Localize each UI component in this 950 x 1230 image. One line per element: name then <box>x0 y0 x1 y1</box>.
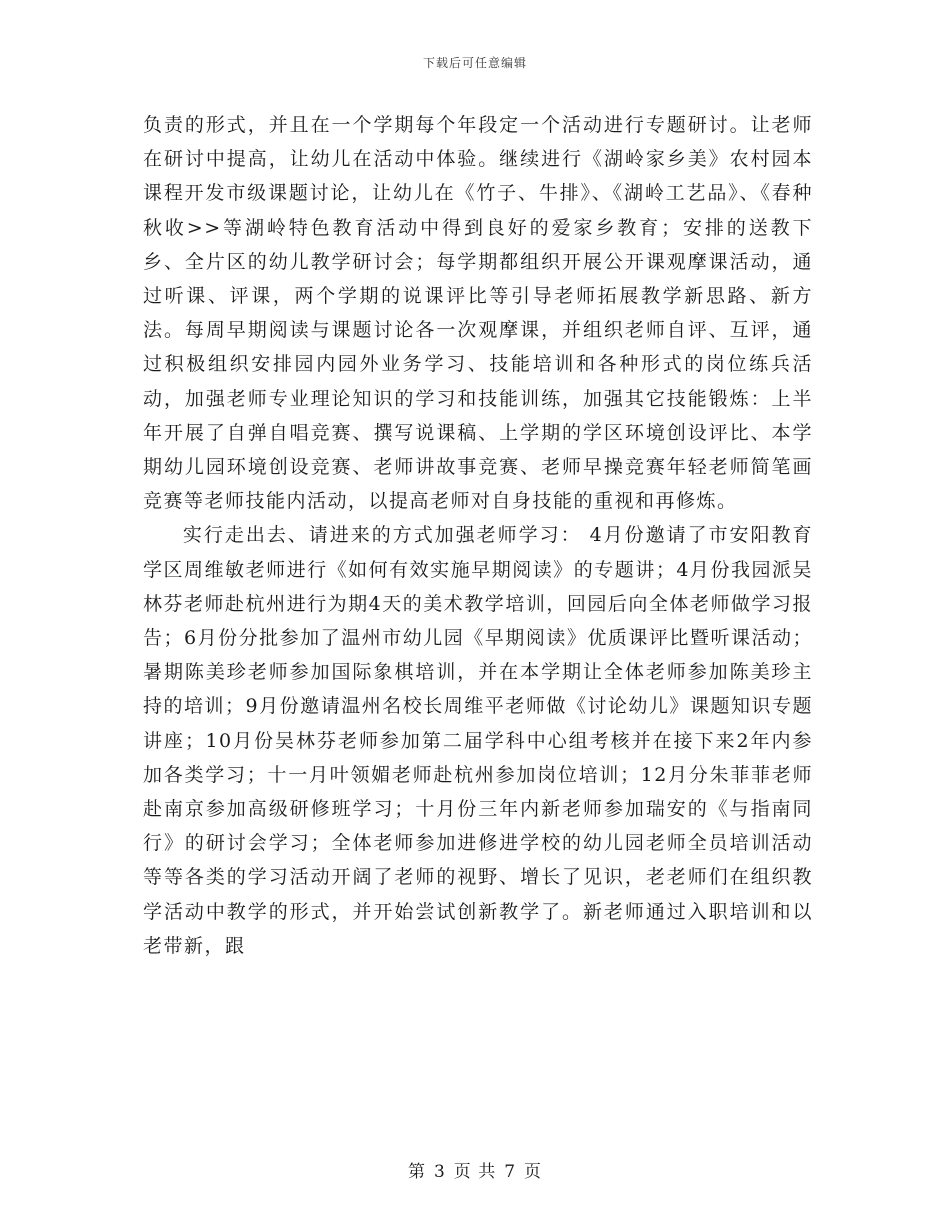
header-note: 下载后可任意编辑 <box>422 56 527 70</box>
paragraph-continued: 负责的形式，并且在一个学期每个年段定一个活动进行专题研讨。让老师在研讨中提高，让幼儿在活动中体验。继续进行《湖岭家乡美》农村园本课程开发市级课题讨论，让幼儿在《竹子、牛排》、《湖岭工艺品》、《春种秋收>>等湖岭特色教育活动中得到良好的爱家乡教育；安排的送教下乡、全片区的幼儿教学研讨会；每学期都组织开展公开课观摩课活动，通过听课、评课，两个学期的说课评比等引导老师拓展教学新思路、新方法。每周早期阅读与课题讨论各一次观摩课，并组织老师自评、互评，通过积极组织安排园内园外业务学习、技能培训和各种形式的岗位练兵活动，加强老师专业理论知识的学习和技能训练，加强其它技能锻炼：上半年开展了自弹自唱竞赛、撰写说课稿、上学期的学区环境创设评比、本学期幼儿园环境创设竞赛、老师讲故事竞赛、老师早操竞赛年轻老师简笔画竞赛等老师技能内活动，以提高老师对自身技能的重视和再修炼。 <box>143 114 813 513</box>
page-footer <box>0 1157 950 1182</box>
footer-prefix: 第 <box>407 1162 426 1182</box>
footer-page-number: 3 <box>433 1162 446 1182</box>
footer-suffix: 页 <box>524 1162 543 1182</box>
footer-total-pages: 7 <box>504 1162 517 1182</box>
footer-middle: 页 共 <box>453 1162 497 1182</box>
paragraph-training: 实行走出去、请进来的方式加强老师学习： 4月份邀请了市安阳教育学区周维敏老师进行《如何有效实施早期阅读》的专题讲；4月份我园派吴林芬老师赴杭州进行为期4天的美术教学培训，回园后向全体老师做学习报告；6月份分批参加了温州市幼儿园《早期阅读》优质课评比暨听课活动；暑期陈美珍老师参加国际象棋培训，并在本学期让全体老师参加陈美珍主持的培训；9月份邀请温州名校长周维平老师做《讨论幼儿》课题知识专题讲座；10月份吴林芬老师参加第二届学科中心组考核并在接下来2年内参加各类学习；十一月叶领媚老师赴杭州参加岗位培训；12月分朱菲菲老师赴南京参加高级研修班学习；十月份三年内新老师参加瑞安的《与指南同行》的研讨会学习；全体老师参加进修进学校的幼儿园老师全员培训活动等等各类的学习活动开阔了老师的视野、增长了见识，老老师们在组织教学活动中教学的形式，并开始尝试创新教学了。新老师通过入职培训和以老带新，跟 <box>143 524 813 957</box>
body-text <box>143 108 813 963</box>
